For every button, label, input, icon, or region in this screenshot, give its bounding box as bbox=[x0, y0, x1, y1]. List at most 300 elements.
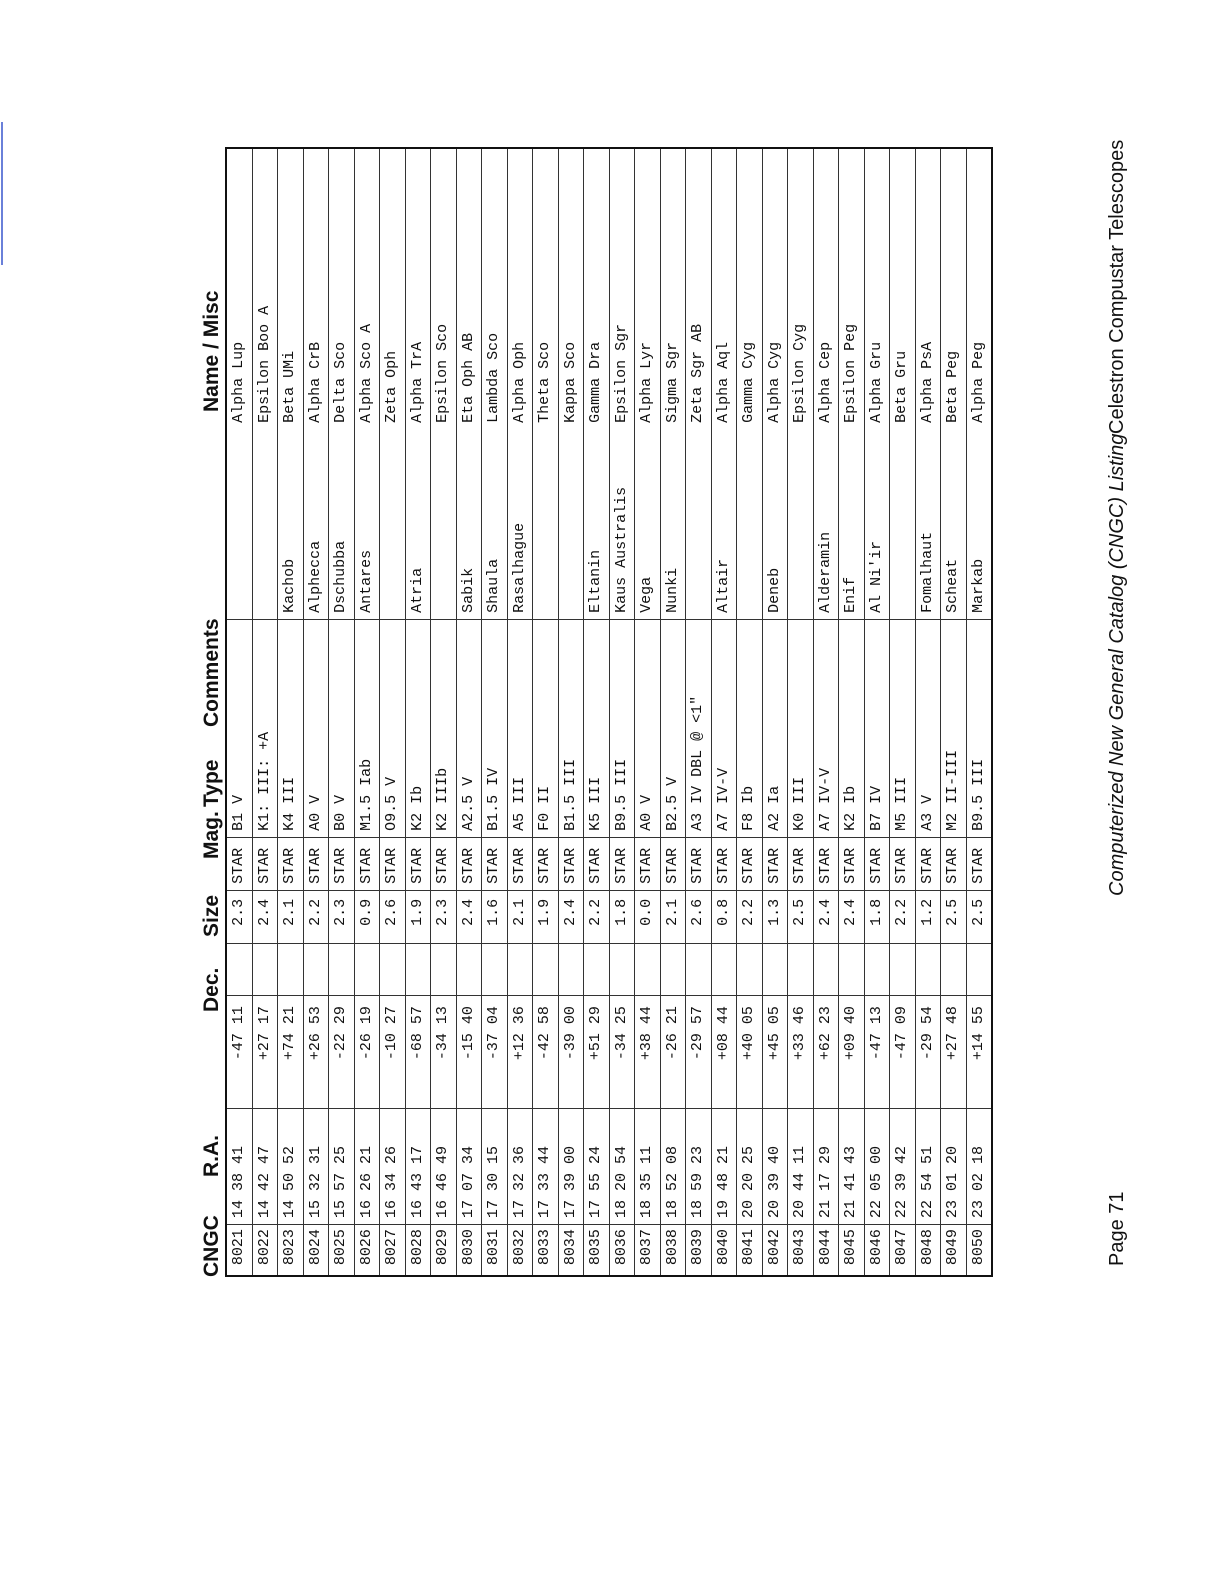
star-name: Al Ni'ir bbox=[867, 540, 885, 613]
ra-cell: 17 55 24 bbox=[584, 1108, 610, 1225]
table-row bbox=[813, 148, 839, 1276]
type-cell: STAR bbox=[660, 837, 686, 890]
star-name: Nunki bbox=[663, 567, 681, 613]
dec-cell: -39 00 bbox=[558, 996, 584, 1108]
star-name: Kachob bbox=[281, 558, 299, 613]
mag-cell: 1.9 bbox=[533, 890, 559, 943]
size-cell bbox=[762, 943, 788, 995]
size-cell bbox=[966, 943, 992, 995]
ra-cell: 22 54 51 bbox=[915, 1108, 941, 1225]
ra-cell: 17 39 00 bbox=[558, 1108, 584, 1225]
comments-cell: K2 IIIb bbox=[431, 619, 457, 837]
size-cell bbox=[380, 943, 406, 995]
header-comments: Comments bbox=[200, 618, 223, 727]
name-misc-cell bbox=[533, 148, 559, 619]
dec-cell: -26 21 bbox=[660, 996, 686, 1108]
table-row bbox=[405, 148, 431, 1276]
name-misc-cell bbox=[762, 148, 788, 619]
comments-cell: F8 Ib bbox=[737, 619, 763, 837]
size-cell bbox=[813, 943, 839, 995]
table-row bbox=[737, 148, 763, 1276]
dec-cell: -47 13 bbox=[864, 996, 890, 1108]
ra-cell: 14 38 41 bbox=[226, 1108, 252, 1225]
name-misc-cell bbox=[252, 148, 278, 619]
dec-cell: -26 19 bbox=[354, 996, 380, 1108]
name-misc-cell bbox=[966, 148, 992, 619]
size-cell bbox=[609, 943, 635, 995]
header-name-misc: Name / Misc bbox=[200, 290, 223, 412]
type-cell: STAR bbox=[303, 837, 329, 890]
type-cell: STAR bbox=[915, 837, 941, 890]
table-row bbox=[635, 148, 661, 1276]
comments-cell: A3 V bbox=[915, 619, 941, 837]
name-misc-cell bbox=[635, 148, 661, 619]
star-designation: Zeta Sgr AB bbox=[689, 323, 707, 423]
star-designation: Kappa Sco bbox=[561, 341, 579, 423]
ra-cell: 17 07 34 bbox=[456, 1108, 482, 1225]
table-row bbox=[941, 148, 967, 1276]
star-name: Kaus Australis bbox=[612, 486, 630, 613]
size-cell bbox=[737, 943, 763, 995]
comments-cell: A2.5 V bbox=[456, 619, 482, 837]
mag-cell: 2.1 bbox=[660, 890, 686, 943]
star-name: Markab bbox=[969, 558, 987, 613]
table-row bbox=[354, 148, 380, 1276]
table-row bbox=[431, 148, 457, 1276]
header-dec: Dec. bbox=[200, 967, 223, 1012]
star-name: Deneb bbox=[765, 567, 783, 613]
name-misc-cell bbox=[813, 148, 839, 619]
dec-cell: -42 58 bbox=[533, 996, 559, 1108]
star-name: Rasalhague bbox=[510, 522, 528, 613]
cngc-cell: 8031 bbox=[482, 1225, 508, 1276]
star-designation: Alpha Peg bbox=[969, 341, 987, 423]
size-cell bbox=[303, 943, 329, 995]
margin-mark bbox=[1, 122, 19, 265]
table-row bbox=[762, 148, 788, 1276]
type-cell: STAR bbox=[482, 837, 508, 890]
ra-cell: 17 33 44 bbox=[533, 1108, 559, 1225]
cngc-cell: 8044 bbox=[813, 1225, 839, 1276]
name-misc-cell bbox=[839, 148, 865, 619]
type-cell: STAR bbox=[788, 837, 814, 890]
size-cell bbox=[788, 943, 814, 995]
cngc-cell: 8036 bbox=[609, 1225, 635, 1276]
size-cell bbox=[431, 943, 457, 995]
cngc-cell: 8026 bbox=[354, 1225, 380, 1276]
mag-cell: 1.9 bbox=[405, 890, 431, 943]
dec-cell: +27 48 bbox=[941, 996, 967, 1108]
cngc-cell: 8034 bbox=[558, 1225, 584, 1276]
cngc-cell: 8032 bbox=[507, 1225, 533, 1276]
name-misc-cell bbox=[354, 148, 380, 619]
star-designation: Epsilon Sco bbox=[434, 323, 452, 423]
dec-cell: +27 17 bbox=[252, 996, 278, 1108]
size-cell bbox=[456, 943, 482, 995]
type-cell: STAR bbox=[558, 837, 584, 890]
ra-cell: 15 57 25 bbox=[329, 1108, 355, 1225]
header-ra: R.A. bbox=[200, 1135, 223, 1177]
size-cell bbox=[941, 943, 967, 995]
ra-cell: 20 44 11 bbox=[788, 1108, 814, 1225]
star-name: Antares bbox=[357, 549, 375, 613]
star-name: Fomalhaut bbox=[918, 531, 936, 613]
star-designation: Delta Sco bbox=[332, 341, 350, 423]
name-misc-cell bbox=[788, 148, 814, 619]
type-cell: STAR bbox=[507, 837, 533, 890]
comments-cell: K2 Ib bbox=[839, 619, 865, 837]
dec-cell: -68 57 bbox=[405, 996, 431, 1108]
cngc-cell: 8042 bbox=[762, 1225, 788, 1276]
type-cell: STAR bbox=[941, 837, 967, 890]
star-designation: Alpha Sco A bbox=[357, 323, 375, 423]
cngc-cell: 8040 bbox=[711, 1225, 737, 1276]
header-mag: Mag. bbox=[200, 811, 223, 859]
type-cell: STAR bbox=[635, 837, 661, 890]
mag-cell: 1.8 bbox=[609, 890, 635, 943]
comments-cell: K5 III bbox=[584, 619, 610, 837]
dec-cell: -47 09 bbox=[890, 996, 916, 1108]
type-cell: STAR bbox=[329, 837, 355, 890]
header-size: Size bbox=[200, 894, 223, 937]
dec-cell: -10 27 bbox=[380, 996, 406, 1108]
comments-cell: A5 III bbox=[507, 619, 533, 837]
star-designation: Beta UMi bbox=[281, 350, 299, 423]
mag-cell: 1.3 bbox=[762, 890, 788, 943]
comments-cell: M2 II-III bbox=[941, 619, 967, 837]
star-name: Shaula bbox=[485, 558, 503, 613]
type-cell: STAR bbox=[864, 837, 890, 890]
star-designation: Gamma Cyg bbox=[740, 341, 758, 423]
name-misc-cell bbox=[660, 148, 686, 619]
cngc-cell: 8045 bbox=[839, 1225, 865, 1276]
star-name: Enif bbox=[842, 576, 860, 613]
cngc-cell: 8050 bbox=[966, 1225, 992, 1276]
mag-cell: 2.1 bbox=[278, 890, 304, 943]
star-designation: Zeta Oph bbox=[383, 350, 401, 423]
table-row bbox=[609, 148, 635, 1276]
size-cell bbox=[686, 943, 712, 995]
cngc-cell: 8041 bbox=[737, 1225, 763, 1276]
mag-cell: 1.8 bbox=[864, 890, 890, 943]
table-row bbox=[226, 148, 252, 1276]
name-misc-cell bbox=[609, 148, 635, 619]
mag-cell: 2.6 bbox=[686, 890, 712, 943]
name-misc-cell bbox=[482, 148, 508, 619]
ra-cell: 20 20 25 bbox=[737, 1108, 763, 1225]
cngc-cell: 8030 bbox=[456, 1225, 482, 1276]
name-misc-cell bbox=[507, 148, 533, 619]
type-cell: STAR bbox=[380, 837, 406, 890]
ra-cell: 19 48 21 bbox=[711, 1108, 737, 1225]
table-row bbox=[558, 148, 584, 1276]
size-cell bbox=[482, 943, 508, 995]
size-cell bbox=[864, 943, 890, 995]
type-cell: STAR bbox=[839, 837, 865, 890]
size-cell bbox=[226, 943, 252, 995]
cngc-cell: 8021 bbox=[226, 1225, 252, 1276]
cngc-cell: 8046 bbox=[864, 1225, 890, 1276]
ra-cell: 23 02 18 bbox=[966, 1108, 992, 1225]
dec-cell: +26 53 bbox=[303, 996, 329, 1108]
star-designation: Alpha Cyg bbox=[765, 341, 783, 423]
ra-cell: 16 43 17 bbox=[405, 1108, 431, 1225]
mag-cell: 1.2 bbox=[915, 890, 941, 943]
mag-cell: 2.5 bbox=[941, 890, 967, 943]
star-name: Atria bbox=[408, 567, 426, 613]
comments-cell: B1 V bbox=[226, 619, 252, 837]
star-designation: Epsilon Cyg bbox=[791, 323, 809, 423]
comments-cell: B7 IV bbox=[864, 619, 890, 837]
size-cell bbox=[278, 943, 304, 995]
ra-cell: 20 39 40 bbox=[762, 1108, 788, 1225]
table-row bbox=[482, 148, 508, 1276]
star-designation: Alpha Aql bbox=[714, 341, 732, 423]
mag-cell: 2.4 bbox=[252, 890, 278, 943]
dec-cell: +38 44 bbox=[635, 996, 661, 1108]
name-misc-cell bbox=[686, 148, 712, 619]
ra-cell: 22 39 42 bbox=[890, 1108, 916, 1225]
page-number: Page 71 bbox=[1106, 1191, 1128, 1266]
table-row bbox=[507, 148, 533, 1276]
type-cell: STAR bbox=[711, 837, 737, 890]
type-cell: STAR bbox=[890, 837, 916, 890]
star-name: Eltanin bbox=[587, 549, 605, 613]
size-cell bbox=[329, 943, 355, 995]
star-designation: Sigma Sgr bbox=[663, 341, 681, 423]
cngc-table bbox=[225, 147, 993, 1277]
type-cell: STAR bbox=[813, 837, 839, 890]
comments-cell: B1.5 III bbox=[558, 619, 584, 837]
type-cell: STAR bbox=[533, 837, 559, 890]
type-cell: STAR bbox=[966, 837, 992, 890]
comments-cell: A0 V bbox=[635, 619, 661, 837]
type-cell: STAR bbox=[686, 837, 712, 890]
star-designation: Alpha CrB bbox=[306, 341, 324, 423]
table-row bbox=[252, 148, 278, 1276]
ra-cell: 22 05 00 bbox=[864, 1108, 890, 1225]
size-cell bbox=[584, 943, 610, 995]
comments-cell: A2 Ia bbox=[762, 619, 788, 837]
name-misc-cell bbox=[226, 148, 252, 619]
table-row bbox=[915, 148, 941, 1276]
mag-cell: 2.3 bbox=[431, 890, 457, 943]
star-name: Altair bbox=[714, 558, 732, 613]
ra-cell: 17 30 15 bbox=[482, 1108, 508, 1225]
name-misc-cell bbox=[456, 148, 482, 619]
mag-cell: 2.1 bbox=[507, 890, 533, 943]
mag-cell: 2.2 bbox=[890, 890, 916, 943]
cngc-cell: 8047 bbox=[890, 1225, 916, 1276]
size-cell bbox=[533, 943, 559, 995]
cngc-cell: 8025 bbox=[329, 1225, 355, 1276]
cngc-cell: 8039 bbox=[686, 1225, 712, 1276]
mag-cell: 2.5 bbox=[966, 890, 992, 943]
mag-cell: 2.3 bbox=[329, 890, 355, 943]
name-misc-cell bbox=[303, 148, 329, 619]
dec-cell: +12 36 bbox=[507, 996, 533, 1108]
type-cell: STAR bbox=[762, 837, 788, 890]
size-cell bbox=[660, 943, 686, 995]
table-row bbox=[686, 148, 712, 1276]
star-designation: Epsilon Peg bbox=[842, 323, 860, 423]
comments-cell: A0 V bbox=[303, 619, 329, 837]
star-designation: Epsilon Sgr bbox=[612, 323, 630, 423]
star-name: Dschubba bbox=[332, 540, 350, 613]
table-row bbox=[456, 148, 482, 1276]
table-row bbox=[278, 148, 304, 1276]
size-cell bbox=[507, 943, 533, 995]
table-row bbox=[533, 148, 559, 1276]
comments-cell: B2.5 V bbox=[660, 619, 686, 837]
comments-cell: A7 IV-V bbox=[711, 619, 737, 837]
size-cell bbox=[635, 943, 661, 995]
comments-cell: K1: III: +A bbox=[252, 619, 278, 837]
type-cell: STAR bbox=[609, 837, 635, 890]
dec-cell: -29 54 bbox=[915, 996, 941, 1108]
comments-cell: O9.5 V bbox=[380, 619, 406, 837]
dec-cell: -22 29 bbox=[329, 996, 355, 1108]
ra-cell: 15 32 31 bbox=[303, 1108, 329, 1225]
dec-cell: +40 05 bbox=[737, 996, 763, 1108]
size-cell bbox=[890, 943, 916, 995]
cngc-cell: 8048 bbox=[915, 1225, 941, 1276]
cngc-cell: 8043 bbox=[788, 1225, 814, 1276]
star-designation: Eta Oph AB bbox=[459, 332, 477, 423]
size-cell bbox=[915, 943, 941, 995]
dec-cell: +14 55 bbox=[966, 996, 992, 1108]
name-misc-cell bbox=[584, 148, 610, 619]
name-misc-cell bbox=[558, 148, 584, 619]
star-designation: Epsilon Boo A bbox=[255, 305, 273, 423]
table-row bbox=[303, 148, 329, 1276]
mag-cell: 2.4 bbox=[813, 890, 839, 943]
cngc-cell: 8023 bbox=[278, 1225, 304, 1276]
dec-cell: -29 57 bbox=[686, 996, 712, 1108]
ra-cell: 18 59 23 bbox=[686, 1108, 712, 1225]
mag-cell: 2.6 bbox=[380, 890, 406, 943]
type-cell: STAR bbox=[431, 837, 457, 890]
name-misc-cell bbox=[380, 148, 406, 619]
star-name: Alphecca bbox=[306, 540, 324, 613]
star-designation: Lambda Sco bbox=[485, 332, 503, 423]
ra-cell: 16 26 21 bbox=[354, 1108, 380, 1225]
name-misc-cell bbox=[278, 148, 304, 619]
star-name: Scheat bbox=[944, 558, 962, 613]
ra-cell: 17 32 36 bbox=[507, 1108, 533, 1225]
dec-cell: +51 29 bbox=[584, 996, 610, 1108]
header-cngc: CNGC bbox=[200, 1215, 223, 1277]
star-designation: Gamma Dra bbox=[587, 341, 605, 423]
dec-cell: -34 13 bbox=[431, 996, 457, 1108]
mag-cell: 0.9 bbox=[354, 890, 380, 943]
comments-cell: M1.5 Iab bbox=[354, 619, 380, 837]
star-designation: Theta Sco bbox=[536, 341, 554, 423]
dec-cell: -47 11 bbox=[226, 996, 252, 1108]
cngc-cell: 8029 bbox=[431, 1225, 457, 1276]
comments-cell: M5 III bbox=[890, 619, 916, 837]
dec-cell: +62 23 bbox=[813, 996, 839, 1108]
name-misc-cell bbox=[941, 148, 967, 619]
ra-cell: 18 52 08 bbox=[660, 1108, 686, 1225]
size-cell bbox=[839, 943, 865, 995]
ra-cell: 23 01 20 bbox=[941, 1108, 967, 1225]
comments-cell: K2 Ib bbox=[405, 619, 431, 837]
star-designation: Alpha Cep bbox=[816, 341, 834, 423]
header-type: Type bbox=[200, 759, 223, 807]
ra-cell: 18 35 11 bbox=[635, 1108, 661, 1225]
comments-cell: B9.5 III bbox=[966, 619, 992, 837]
type-cell: STAR bbox=[226, 837, 252, 890]
name-misc-cell bbox=[864, 148, 890, 619]
ra-cell: 14 42 47 bbox=[252, 1108, 278, 1225]
mag-cell: 2.5 bbox=[788, 890, 814, 943]
cngc-cell: 8022 bbox=[252, 1225, 278, 1276]
mag-cell: 2.4 bbox=[839, 890, 865, 943]
mag-cell: 2.2 bbox=[737, 890, 763, 943]
type-cell: STAR bbox=[354, 837, 380, 890]
star-designation: Beta Gru bbox=[893, 350, 911, 423]
name-misc-cell bbox=[737, 148, 763, 619]
mag-cell: 2.4 bbox=[558, 890, 584, 943]
dec-cell: +45 05 bbox=[762, 996, 788, 1108]
star-designation: Alpha Oph bbox=[510, 341, 528, 423]
name-misc-cell bbox=[405, 148, 431, 619]
table-row bbox=[660, 148, 686, 1276]
ra-cell: 21 17 29 bbox=[813, 1108, 839, 1225]
comments-cell: B9.5 III bbox=[609, 619, 635, 837]
mag-cell: 2.2 bbox=[584, 890, 610, 943]
star-designation: Beta Peg bbox=[944, 350, 962, 423]
comments-cell: F0 II bbox=[533, 619, 559, 837]
name-misc-cell bbox=[711, 148, 737, 619]
cngc-cell: 8033 bbox=[533, 1225, 559, 1276]
comments-cell: B0 V bbox=[329, 619, 355, 837]
cngc-cell: 8037 bbox=[635, 1225, 661, 1276]
star-designation: Alpha Gru bbox=[867, 341, 885, 423]
star-name: Sabik bbox=[459, 567, 477, 613]
catalog-title: Computerized New General Catalog (CNGC) Listing bbox=[1106, 433, 1128, 896]
mag-cell: 1.6 bbox=[482, 890, 508, 943]
mag-cell: 2.3 bbox=[226, 890, 252, 943]
star-designation: Alpha Lup bbox=[230, 341, 248, 423]
table-row bbox=[711, 148, 737, 1276]
ra-cell: 16 34 26 bbox=[380, 1108, 406, 1225]
size-cell bbox=[252, 943, 278, 995]
table-row bbox=[890, 148, 916, 1276]
name-misc-cell bbox=[915, 148, 941, 619]
type-cell: STAR bbox=[456, 837, 482, 890]
mag-cell: 2.4 bbox=[456, 890, 482, 943]
table-row bbox=[329, 148, 355, 1276]
cngc-cell: 8024 bbox=[303, 1225, 329, 1276]
dec-cell: -15 40 bbox=[456, 996, 482, 1108]
cngc-cell: 8035 bbox=[584, 1225, 610, 1276]
type-cell: STAR bbox=[405, 837, 431, 890]
table-row bbox=[966, 148, 992, 1276]
table-row bbox=[584, 148, 610, 1276]
dec-cell: +33 46 bbox=[788, 996, 814, 1108]
size-cell bbox=[405, 943, 431, 995]
type-cell: STAR bbox=[737, 837, 763, 890]
size-cell bbox=[711, 943, 737, 995]
name-misc-cell bbox=[329, 148, 355, 619]
ra-cell: 18 20 54 bbox=[609, 1108, 635, 1225]
dec-cell: +08 44 bbox=[711, 996, 737, 1108]
star-name: Vega bbox=[638, 576, 656, 613]
mag-cell: 0.8 bbox=[711, 890, 737, 943]
ra-cell: 16 46 49 bbox=[431, 1108, 457, 1225]
